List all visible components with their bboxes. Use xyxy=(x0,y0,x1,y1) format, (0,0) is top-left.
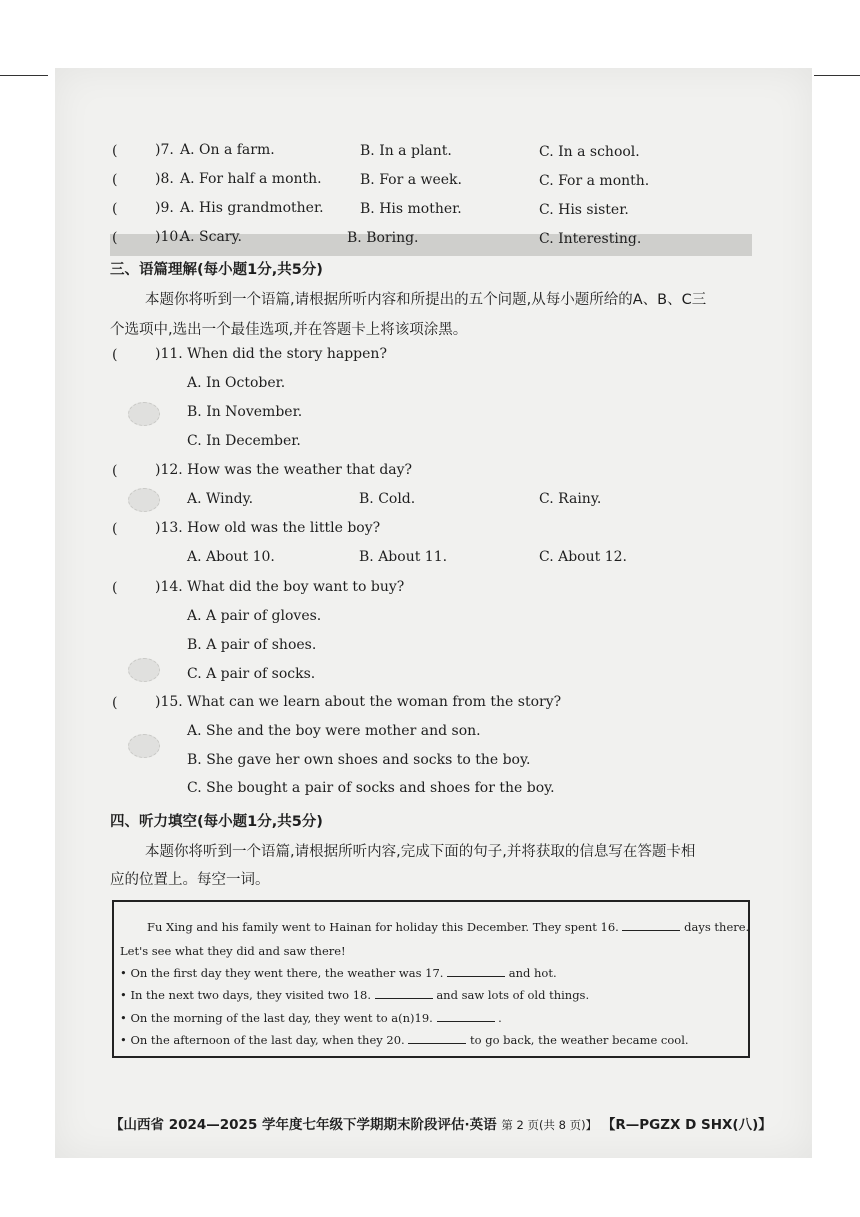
blank-20[interactable] xyxy=(408,1033,466,1044)
box-line-1-post: days there. xyxy=(684,920,750,934)
q12-option-c: C. Rainy. xyxy=(539,491,602,507)
q10-number: )10. xyxy=(155,229,183,245)
q13-option-c: C. About 12. xyxy=(539,549,627,565)
q13-option-b: B. About 11. xyxy=(359,549,448,565)
bullet-18-post: and saw lots of old things. xyxy=(436,988,590,1002)
q13-option-a: A. About 10. xyxy=(187,549,275,565)
q10-option-a: A. Scary. xyxy=(180,229,242,245)
faint-stamp xyxy=(128,402,160,426)
bullet-17-pre: • On the first day they went there, the weather was 17. xyxy=(120,966,444,980)
q11-option-b: B. In November. xyxy=(187,404,303,420)
answer-paren: ( xyxy=(112,230,118,246)
bullet-18 xyxy=(120,988,589,1002)
footer-code: 【R—PGZX D SHX(八)】 xyxy=(601,1117,772,1133)
footer-exam-title: 【山西省 2024—2025 学年度七年级下学期期末阶段评估·英语 xyxy=(110,1117,497,1133)
bullet-20-pre: • On the afternoon of the last day, when they 20. xyxy=(120,1033,405,1047)
blank-19[interactable] xyxy=(437,1011,495,1022)
q7-number: )7. xyxy=(155,142,174,158)
section-3-title: 三、语篇理解(每小题1分,共5分) xyxy=(110,262,323,278)
faint-stamp xyxy=(128,658,160,682)
q14-option-c: C. A pair of socks. xyxy=(187,666,316,682)
blank-16[interactable] xyxy=(622,920,680,931)
q15-option-a: A. She and the boy were mother and son. xyxy=(187,723,481,739)
bullet-19-post: . xyxy=(498,1011,502,1025)
bullet-19 xyxy=(120,1011,502,1025)
bullet-19-pre: • On the morning of the last day, they went to a(n)19. xyxy=(120,1011,433,1025)
bullet-17-post: and hot. xyxy=(508,966,557,980)
section-4-instruction-line2: 应的位置上。每空一词。 xyxy=(110,872,270,888)
section-4-title: 四、听力填空(每小题1分,共5分) xyxy=(110,814,323,830)
q15-stem: )15. What can we learn about the woman from the story? xyxy=(155,694,562,710)
q7-option-c: C. In a school. xyxy=(539,144,640,160)
q7-option-b: B. In a plant. xyxy=(360,143,452,159)
q15-option-c: C. She bought a pair of socks and shoes for the boy. xyxy=(187,780,555,796)
q14-option-a: A. A pair of gloves. xyxy=(187,608,322,624)
q11-option-c: C. In December. xyxy=(187,433,301,449)
blank-17[interactable] xyxy=(447,966,505,977)
box-line-1 xyxy=(147,920,749,934)
faint-stamp xyxy=(128,734,160,758)
bullet-20-post: to go back, the weather became cool. xyxy=(470,1033,689,1047)
q7-option-a: A. On a farm. xyxy=(180,142,275,158)
answer-paren: ( xyxy=(112,521,118,537)
q12-option-b: B. Cold. xyxy=(359,491,416,507)
section-4-instruction-line1: 本题你将听到一个语篇,请根据所听内容,完成下面的句子,并将获取的信息写在答题卡相 xyxy=(145,844,696,860)
answer-paren: ( xyxy=(112,143,118,159)
page-edge-line-left xyxy=(0,75,48,76)
q8-option-c: C. For a month. xyxy=(539,173,650,189)
q9-number: )9. xyxy=(155,200,174,216)
page-edge-line-right xyxy=(814,75,860,76)
footer xyxy=(110,1113,772,1133)
q14-option-b: B. A pair of shoes. xyxy=(187,637,317,653)
section-3-instruction-line1: 本题你将听到一个语篇,请根据所听内容和所提出的五个问题,从每小题所给的A、B、C三 xyxy=(145,292,707,308)
box-line-2: Let's see what they did and saw there! xyxy=(120,944,346,958)
q8-option-a: A. For half a month. xyxy=(180,171,322,187)
bullet-17 xyxy=(120,966,557,980)
q11-option-a: A. In October. xyxy=(187,375,286,391)
q11-stem: )11. When did the story happen? xyxy=(155,346,387,362)
q9-option-c: C. His sister. xyxy=(539,202,629,218)
answer-paren: ( xyxy=(112,172,118,188)
fill-in-box xyxy=(112,900,750,1058)
answer-paren: ( xyxy=(112,463,118,479)
q8-number: )8. xyxy=(155,171,174,187)
blank-18[interactable] xyxy=(375,988,433,999)
q10-option-b: B. Boring. xyxy=(347,230,419,246)
q9-option-a: A. His grandmother. xyxy=(180,200,324,216)
section-3-instruction-line2: 个选项中,选出一个最佳选项,并在答题卡上将该项涂黑。 xyxy=(110,322,468,338)
q14-stem: )14. What did the boy want to buy? xyxy=(155,579,405,595)
q12-stem: )12. How was the weather that day? xyxy=(155,462,413,478)
q9-option-b: B. His mother. xyxy=(360,201,462,217)
box-line-1-pre: Fu Xing and his family went to Hainan for holiday this December. They spent 16. xyxy=(147,920,619,934)
footer-page-number: 第 2 页(共 8 页)】 xyxy=(501,1118,598,1132)
answer-paren: ( xyxy=(112,695,118,711)
answer-paren: ( xyxy=(112,347,118,363)
answer-paren: ( xyxy=(112,201,118,217)
faint-stamp xyxy=(128,488,160,512)
bullet-18-pre: • In the next two days, they visited two 18. xyxy=(120,988,371,1002)
q15-option-b: B. She gave her own shoes and socks to the boy. xyxy=(187,752,531,768)
q8-option-b: B. For a week. xyxy=(360,172,462,188)
q10-option-c: C. Interesting. xyxy=(539,231,642,247)
bullet-20 xyxy=(120,1033,689,1047)
answer-paren: ( xyxy=(112,580,118,596)
q13-stem: )13. How old was the little boy? xyxy=(155,520,381,536)
q12-option-a: A. Windy. xyxy=(187,491,254,507)
